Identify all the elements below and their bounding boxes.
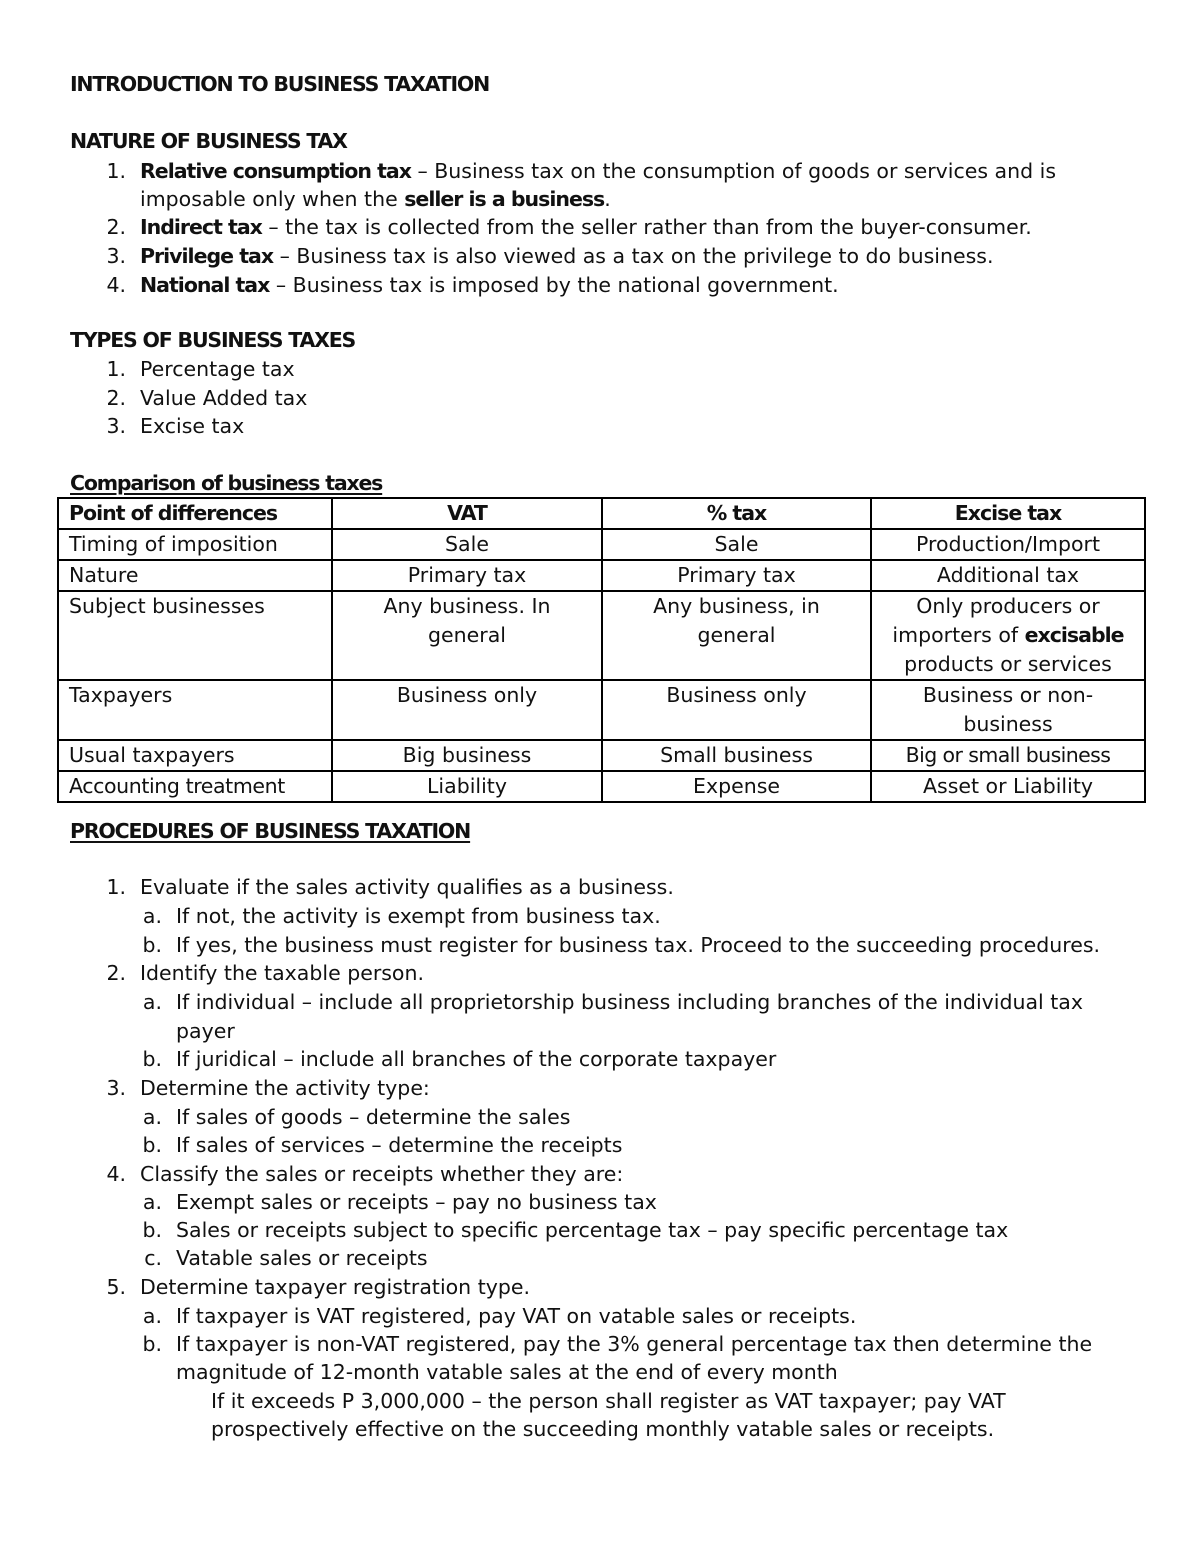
table-cell: Sale bbox=[332, 529, 602, 560]
column-header: Excise tax bbox=[871, 498, 1145, 529]
list-number: 1. bbox=[106, 159, 126, 183]
procedure-substep: Sales or receipts subject to specific percentage tax – pay specific percentage tax bbox=[176, 1218, 1009, 1242]
list-number: a. bbox=[142, 1105, 162, 1129]
column-header: VAT bbox=[332, 498, 602, 529]
list-number: b. bbox=[142, 1332, 162, 1356]
table-row bbox=[58, 771, 1145, 802]
term: Relative consumption tax bbox=[140, 159, 411, 183]
procedure-substep: If taxpayer is non-VAT registered, pay the 3% general percentage tax then determine the bbox=[176, 1332, 1093, 1356]
term: National tax bbox=[140, 273, 270, 297]
column-header: % tax bbox=[602, 498, 871, 529]
list-number: 4. bbox=[106, 1162, 126, 1186]
list-number: b. bbox=[142, 1218, 162, 1242]
procedure-substep: If not, the activity is exempt from business tax. bbox=[176, 904, 661, 928]
cell-text: Only producers or importers of bbox=[892, 594, 1100, 647]
procedure-substep: If sales of services – determine the receipts bbox=[176, 1133, 623, 1157]
table-row bbox=[58, 740, 1145, 771]
procedure-step: Classify the sales or receipts whether they are: bbox=[140, 1162, 624, 1186]
nature-heading: NATURE OF BUSINESS TAX bbox=[70, 129, 347, 153]
table-cell: Sale bbox=[602, 529, 871, 560]
table-cell: Production/Import bbox=[871, 529, 1145, 560]
table-cell: Subject businesses bbox=[58, 591, 332, 680]
types-heading: TYPES OF BUSINESS TAXES bbox=[70, 328, 356, 352]
list-number: a. bbox=[142, 904, 162, 928]
list-number: b. bbox=[142, 1133, 162, 1157]
table-cell: Business or non-business bbox=[871, 680, 1145, 740]
procedures-heading: PROCEDURES OF BUSINESS TAXATION bbox=[70, 819, 471, 843]
term: Privilege tax bbox=[140, 244, 274, 268]
table-cell: Nature bbox=[58, 560, 332, 591]
procedure-step: Determine taxpayer registration type. bbox=[140, 1275, 531, 1299]
table-cell: Any business. In general bbox=[332, 591, 602, 680]
emphasis: seller is a business bbox=[404, 187, 605, 211]
list-item bbox=[140, 157, 1056, 185]
procedure-substep: If sales of goods – determine the sales bbox=[176, 1105, 571, 1129]
table-cell: Primary tax bbox=[602, 560, 871, 591]
table-cell: Business only bbox=[332, 680, 602, 740]
table-cell: Asset or Liability bbox=[871, 771, 1145, 802]
table-cell: Accounting treatment bbox=[58, 771, 332, 802]
list-number: 3. bbox=[106, 414, 126, 438]
procedure-substep: If it exceeds P 3,000,000 – the person shall register as VAT taxpayer; pay VAT bbox=[211, 1389, 1006, 1413]
list-number: 4. bbox=[106, 273, 126, 297]
table-row bbox=[58, 680, 1145, 740]
procedure-substep: Vatable sales or receipts bbox=[176, 1246, 428, 1270]
list-number: b. bbox=[142, 1047, 162, 1071]
emphasis: excisable bbox=[1024, 623, 1124, 647]
comparison-table bbox=[57, 497, 1146, 803]
procedure-step: Determine the activity type: bbox=[140, 1076, 430, 1100]
procedure-substep: Exempt sales or receipts – pay no business tax bbox=[176, 1190, 657, 1214]
table-row bbox=[58, 529, 1145, 560]
table-cell: Big or small business bbox=[871, 740, 1145, 771]
column-header: Point of differences bbox=[58, 498, 332, 529]
table-cell: Any business, in general bbox=[602, 591, 871, 680]
table-cell: Liability bbox=[332, 771, 602, 802]
definition: – Business tax on the consumption of goods or services and is bbox=[410, 159, 1057, 183]
list-item bbox=[140, 213, 1032, 241]
list-item: Percentage tax bbox=[140, 357, 295, 381]
definition: – Business tax is also viewed as a tax on the privilege to do business. bbox=[273, 244, 994, 268]
list-number: 5. bbox=[106, 1275, 126, 1299]
procedure-substep: If taxpayer is VAT registered, pay VAT on vatable sales or receipts. bbox=[176, 1304, 857, 1328]
table-header-row bbox=[58, 498, 1145, 529]
comparison-heading: Comparison of business taxes bbox=[70, 471, 383, 495]
list-number: 2. bbox=[106, 215, 126, 239]
list-item: Value Added tax bbox=[140, 386, 308, 410]
procedure-substep: prospectively effective on the succeeding monthly vatable sales or receipts. bbox=[211, 1417, 995, 1441]
list-number: a. bbox=[142, 1190, 162, 1214]
table-cell: Taxpayers bbox=[58, 680, 332, 740]
list-number: a. bbox=[142, 990, 162, 1014]
table-cell: Primary tax bbox=[332, 560, 602, 591]
table-cell: Big business bbox=[332, 740, 602, 771]
cell-text: products or services bbox=[904, 652, 1112, 676]
definition: . bbox=[604, 187, 611, 211]
list-item: Excise tax bbox=[140, 414, 245, 438]
procedure-substep: magnitude of 12-month vatable sales at the end of every month bbox=[176, 1360, 838, 1384]
table-cell: Small business bbox=[602, 740, 871, 771]
list-number: 3. bbox=[106, 244, 126, 268]
table-row bbox=[58, 591, 1145, 680]
list-number: 2. bbox=[106, 961, 126, 985]
procedure-substep: If juridical – include all branches of the corporate taxpayer bbox=[176, 1047, 777, 1071]
procedure-substep: If individual – include all proprietorship business including branches of the individual tax bbox=[176, 990, 1083, 1014]
list-item bbox=[140, 242, 994, 270]
list-number: 1. bbox=[106, 357, 126, 381]
procedure-substep: payer bbox=[176, 1019, 235, 1043]
page-title: INTRODUCTION TO BUSINESS TAXATION bbox=[70, 72, 490, 96]
table-row bbox=[58, 560, 1145, 591]
list-number: c. bbox=[144, 1246, 162, 1270]
term: Indirect tax bbox=[140, 215, 262, 239]
list-item-continuation bbox=[140, 185, 611, 213]
table-cell: Usual taxpayers bbox=[58, 740, 332, 771]
list-number: a. bbox=[142, 1304, 162, 1328]
list-number: b. bbox=[142, 933, 162, 957]
list-item bbox=[140, 271, 839, 299]
table-cell bbox=[871, 591, 1145, 680]
list-number: 1. bbox=[106, 875, 126, 899]
table-cell: Expense bbox=[602, 771, 871, 802]
table-cell: Timing of imposition bbox=[58, 529, 332, 560]
list-number: 2. bbox=[106, 386, 126, 410]
definition: imposable only when the bbox=[140, 187, 405, 211]
procedure-substep: If yes, the business must register for business tax. Proceed to the succeeding procedures. bbox=[176, 933, 1101, 957]
procedure-step: Evaluate if the sales activity qualifies as a business. bbox=[140, 875, 674, 899]
definition: – Business tax is imposed by the national government. bbox=[269, 273, 839, 297]
table-cell: Business only bbox=[602, 680, 871, 740]
list-number: 3. bbox=[106, 1076, 126, 1100]
table-cell: Additional tax bbox=[871, 560, 1145, 591]
procedure-step: Identify the taxable person. bbox=[140, 961, 424, 985]
definition: – the tax is collected from the seller rather than from the buyer-consumer. bbox=[261, 215, 1032, 239]
